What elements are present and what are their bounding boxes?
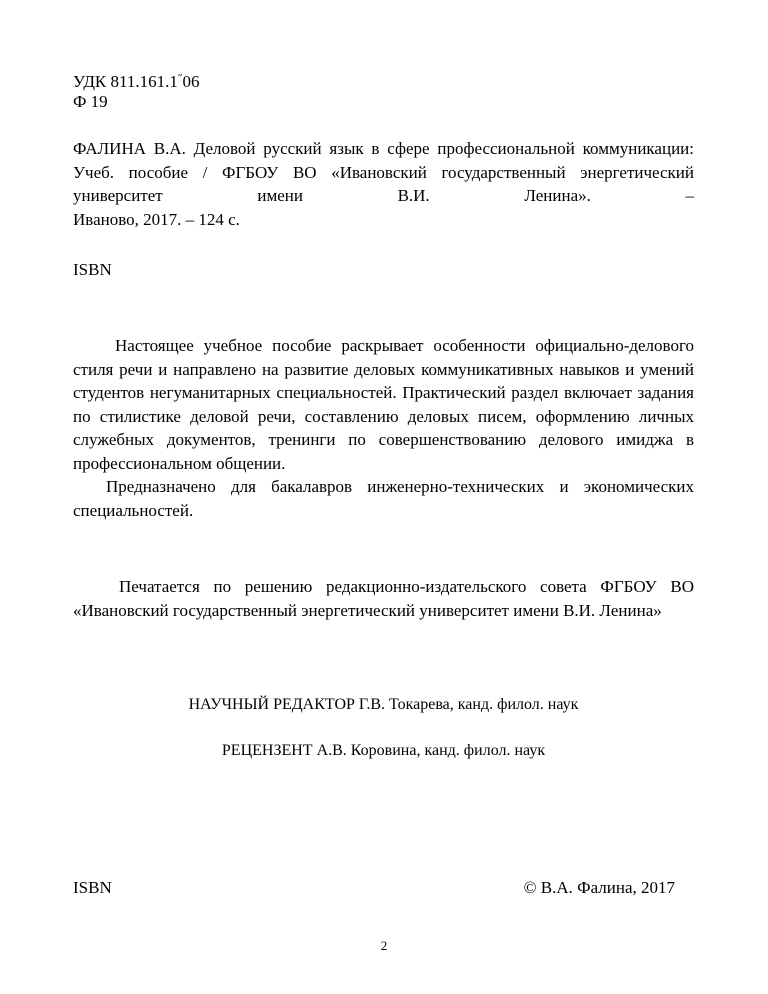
udk-mark: ″ xyxy=(177,72,183,84)
publication-decision-text: Печатается по решению редакционно-издательского совета ФГБОУ ВО «Ивановский государственный энергетический университет имени В.И. Ленина» xyxy=(73,577,694,620)
bibliographic-record xyxy=(73,137,694,231)
annotation-paragraph-2: Предназначено для бакалавров инженерно-технических и экономических специальностей. xyxy=(73,477,694,520)
isbn-bottom: ISBN xyxy=(73,878,112,897)
scientific-editor: НАУЧНЫЙ РЕДАКТОР Г.В. Токарева, канд. филол. наук xyxy=(188,696,579,713)
bibliographic-line-1: ФАЛИНА В.А. Деловой русский язык в сфере профессиональной коммуникации: Учеб. пособие / ФГБОУ ВО «Ивановский государственный энергетический университет имени В.И. Ленина». – xyxy=(73,139,694,205)
copyright: © В.А. Фалина, 2017 xyxy=(523,878,675,897)
bbk-code: Ф 19 xyxy=(73,92,108,111)
isbn-top: ISBN xyxy=(73,260,112,279)
annotation-paragraph-1: Настоящее учебное пособие раскрывает особенности официально-делового стиля речи и направлено на развитие деловых коммуникативных навыков и умений студентов негуманитарных специальностей. Практический раздел включает задания по стилистике деловой речи, составлению деловых писем, оформлению личных служебных документов, тренинги по совершенствованию делового имиджа в профессиональном общении. xyxy=(73,336,694,473)
bibliographic-line-2: Иваново, 2017. – 124 с. xyxy=(73,209,240,229)
annotation xyxy=(73,334,694,522)
publication-decision xyxy=(73,575,694,622)
page-number: 2 xyxy=(380,938,388,953)
udk-suffix: 06 xyxy=(182,72,200,91)
udk-prefix: УДК 811.161.1 xyxy=(73,72,178,91)
reviewer: РЕЦЕНЗЕНТ А.В. Коровина, канд. филол. наук xyxy=(221,742,546,759)
